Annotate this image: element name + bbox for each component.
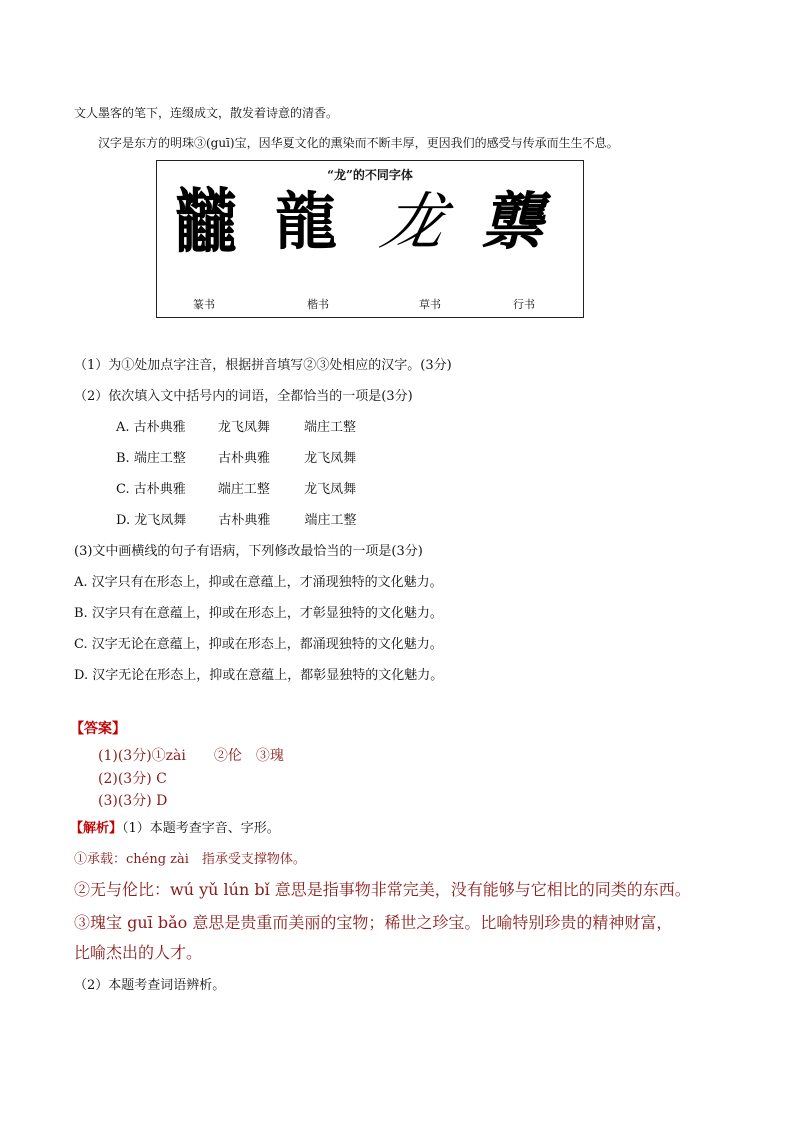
- analysis-heading: 【解析】: [70, 821, 123, 836]
- passage-line-2: 汉字是东方的明珠③(guī)宝，因华夏文化的熏染而不断丰厚，更因我们的感受与传承而生生不息。: [98, 136, 619, 150]
- question-3: (3)文中画横线的句子有语病，下列修改最恰当的一项是(3分): [74, 544, 423, 559]
- caption-cursive: 草书: [419, 298, 441, 311]
- answer-heading: 【答案】: [70, 721, 126, 737]
- q2-option-c: C. 古朴典雅 端庄工整 龙飞凤舞: [116, 482, 357, 497]
- question-1: （1）为①处加点字注音，根据拼音填写②③处相应的汉字。(3分): [74, 358, 452, 373]
- dragon-fonts-figure: [156, 160, 584, 318]
- q2-option-b: B. 端庄工整 古朴典雅 龙飞凤舞: [116, 451, 357, 466]
- answer-3: (3)(3分) D: [98, 793, 168, 809]
- answer-2: (2)(3分) C: [98, 771, 167, 787]
- q3-option-d: D. 汉字无论在形态上，抑或在意蕴上，都彰显独特的文化魅力。: [74, 668, 444, 683]
- caption-regular: 楷书: [307, 298, 329, 311]
- figure-title: “龙”的不同字体: [327, 168, 413, 182]
- seal-script-dragon: 龖: [175, 180, 238, 263]
- analysis-part-2: （2）本题考查词语辨析。: [74, 978, 226, 993]
- q3-option-a: A. 汉字只有在形态上，抑或在意蕴上，才涌现独特的文化魅力。: [74, 575, 443, 590]
- q3-option-b: B. 汉字只有在意蕴上，抑或在形态上，才彰显独特的文化魅力。: [74, 606, 443, 621]
- question-2: （2）依次填入文中括号内的词语，全都恰当的一项是(3分): [74, 389, 413, 404]
- q2-option-a: A. 古朴典雅 龙飞凤舞 端庄工整: [116, 420, 356, 435]
- passage-line-1: 文人墨客的笔下，连缀成文，散发着诗意的清香。: [74, 106, 339, 120]
- analysis-line: [70, 817, 280, 836]
- running-script-dragon: 龒: [481, 185, 544, 258]
- analysis-item-3a: ③瑰宝 guī bǎo 意思是贵重而美丽的宝物；稀世之珍宝。比喻特别珍贵的精神财富，: [74, 913, 673, 932]
- analysis-intro: （1）本题考查字音、字形。: [122, 821, 280, 836]
- q3-option-c: C. 汉字无论在意蕴上，抑或在形态上，都涌现独特的文化魅力。: [74, 637, 443, 652]
- regular-script-dragon: 龍: [275, 185, 338, 258]
- caption-running: 行书: [513, 298, 535, 311]
- analysis-item-3b: 比喻杰出的人才。: [74, 943, 203, 962]
- analysis-item-1: ①承载：chéng zài 指承受支撑物体。: [74, 852, 306, 867]
- q2-option-d: D. 龙飞凤舞 古朴典雅 端庄工整: [116, 513, 357, 528]
- cursive-script-dragon: 龙: [375, 185, 453, 258]
- caption-seal: 篆书: [193, 298, 215, 311]
- answer-1: (1)(3分)①zài ②伦 ③瑰: [98, 748, 284, 764]
- analysis-item-2: ②无与伦比：wú yǔ lún bǐ 意思是指事物非常完美，没有能够与它相比的同类的东西。: [74, 880, 691, 899]
